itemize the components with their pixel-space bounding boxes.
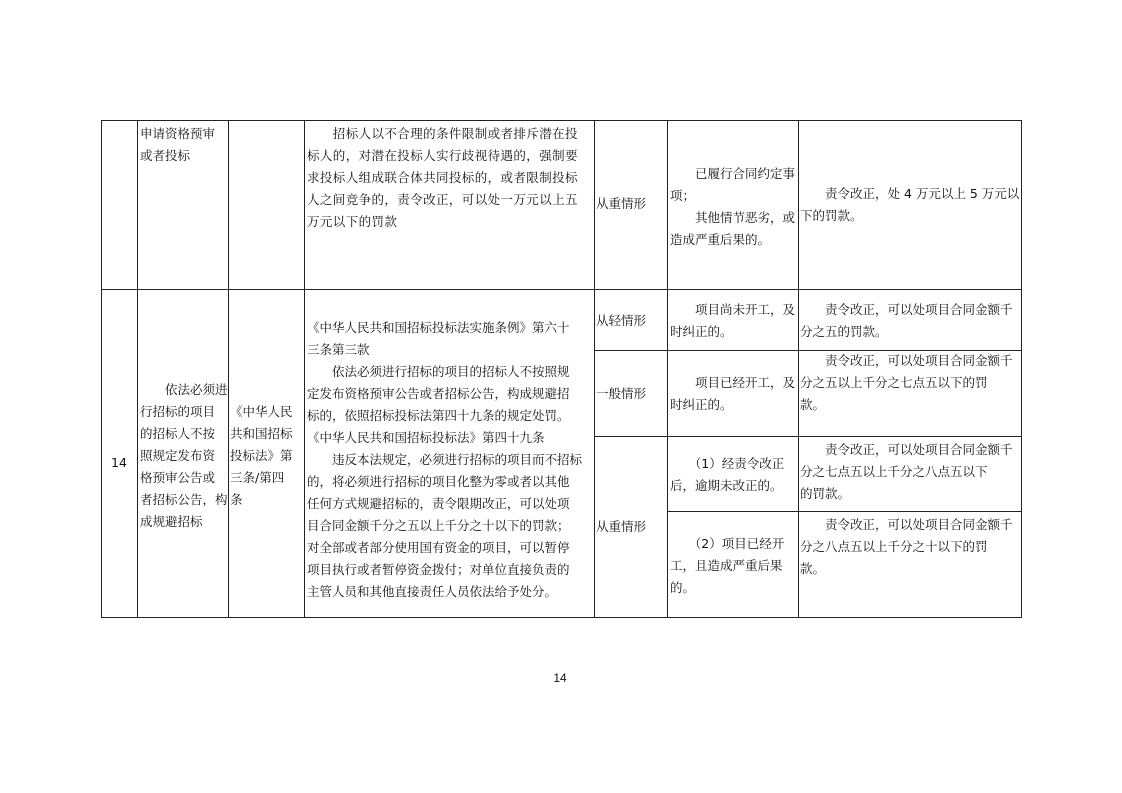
level-general-circumstance: 一般情形 — [596, 386, 647, 401]
level-mild-criteria: 项目尚未开工，及 时纠正的。 — [670, 302, 796, 339]
prev-row-circumstance-cell: 从重情形 — [596, 196, 647, 211]
table-border-left — [101, 120, 102, 618]
table-border-top — [101, 120, 1021, 121]
level-mild-circumstance: 从轻情形 — [596, 313, 647, 328]
level-mild-penalty: 责令改正，可以处项目合同金额千 分之五的罚款。 — [800, 302, 1013, 339]
row14-behavior-cell: 依法必须进 行招标的项目 的招标人不按 照规定发布资 格预审公告或 者招标公告，构 成规避招标 — [140, 382, 228, 529]
level-severe-criteria-2: （2）项目已经开 工，且造成严重后果 的。 — [670, 536, 785, 595]
row14-basis-cell: 《中华人民共和国招标投标法实施条例》第六十 三条第三款 依法必须进行招标的项目的招标人不按照规 定发布资格预审公告或者招标公告，构成规避招 标的，依照招标投标法第四十九条的规定处罚。 《中华人民共和国招标投标法》第四十九条 违反本法规定，必须进行招标的项目而不招标 的，将必须进行招标的项目化整为零或者以其他 任何方式规避招标的，责令限期改正，可以处项 目合同金额千分之五以上千分之十以下的罚款； 对全部或者部分使用国有资金的项目，可以暂停 项目执行或者暂停资金拨付；对单位直接负责的 主管人员和其他直接责任人员依法给予处分。 — [307, 320, 583, 599]
level-general-penalty: 责令改正，可以处项目合同金额千 分之五以上千分之七点五以下的罚 款。 — [800, 353, 1013, 412]
level-general-criteria: 项目已经开工，及 时纠正的。 — [670, 375, 796, 412]
prev-row-behavior-cell: 申请资格预审 或者投标 — [140, 126, 216, 163]
page-number: 14 — [553, 671, 567, 685]
prev-row-basis-cell: 招标人以不合理的条件限制或者排斥潜在投 标人的，对潜在投标人实行歧视待遇的，强制要 求投标人组成联合体共同投标的，或者限制投标 人之间竞争的，责令改正，可以处一万元以上五 万元以下的罚款 — [307, 126, 578, 229]
level-severe-penalty-1: 责令改正，可以处项目合同金额千 分之七点五以上千分之八点五以下 的罚款。 — [800, 442, 1013, 501]
level-severe-criteria-1: （1）经责令改正 后，逾期未改正的。 — [670, 456, 785, 493]
prev-row-criteria-cell: 已履行合同约定事 项； 其他情节恶劣，或 造成严重后果的。 — [670, 166, 796, 247]
table-row-divider — [594, 436, 1021, 437]
row14-law-cell: 《中华人民 共和国招标 投标法》第 三条/第四 条 — [230, 404, 293, 507]
level-severe-circumstance: 从重情形 — [596, 519, 647, 534]
level-severe-penalty-2: 责令改正，可以处项目合同金额千 分之八点五以上千分之十以下的罚 款。 — [800, 517, 1013, 576]
table-row-divider — [667, 511, 1021, 512]
prev-row-penalty-cell: 责令改正，处 4 万元以上 5 万元以 下的罚款。 — [800, 186, 1020, 223]
table-col-divider — [304, 120, 305, 618]
table-row-divider — [101, 289, 1021, 290]
table-border-bottom — [101, 617, 1021, 618]
table-col-divider — [228, 120, 229, 618]
table-col-divider — [137, 120, 138, 618]
row-number-cell: 14 — [111, 455, 127, 470]
